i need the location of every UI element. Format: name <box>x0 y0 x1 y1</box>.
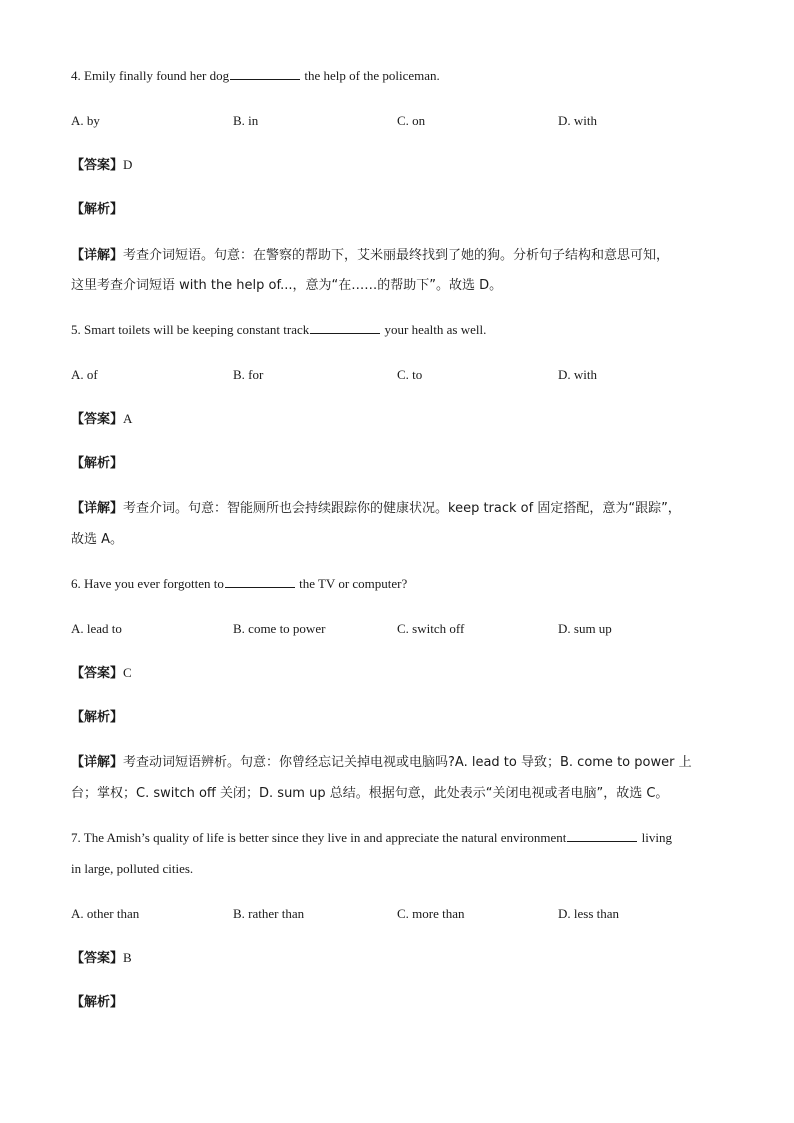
option-a: A. lead to <box>71 621 122 636</box>
analysis-heading <box>71 709 123 726</box>
detail-line-1 <box>71 754 692 771</box>
detail-line-2: 故选 A。 <box>71 532 124 547</box>
detail-text: 考查介词短语。句意：在警察的帮助下，艾米丽最终找到了她的狗。分析句子结构和意思可知， <box>123 248 670 263</box>
option-d: D. with <box>558 113 597 128</box>
question-7-stem <box>71 830 672 846</box>
stem-text: living <box>638 830 673 845</box>
detail-line-1 <box>71 247 669 264</box>
detail-tag: 【详解】 <box>71 755 124 770</box>
detail-text: 考查介词。句意：智能厕所也会持续跟踪你的健康状况。keep track of 固定搭配，意为“跟踪”， <box>123 501 681 516</box>
stem-text: your health as well. <box>381 322 487 337</box>
analysis-heading <box>71 455 123 472</box>
detail-tag: 【详解】 <box>71 501 124 516</box>
detail-tag: 【详解】 <box>71 248 124 263</box>
option-b: B. for <box>233 367 264 382</box>
answer-line <box>71 665 132 682</box>
analysis-tag: 【解析】 <box>71 710 124 725</box>
option-d: D. with <box>558 367 597 382</box>
analysis-heading <box>71 994 123 1011</box>
question-6-stem <box>71 576 407 592</box>
option-a: A. by <box>71 113 100 128</box>
detail-text: 考查动词短语辨析。句意：你曾经忘记关掉电视或电脑吗?A. lead to 导致；B. come to power 上 <box>123 755 692 770</box>
stem-text: 6. Have you ever forgotten to <box>71 576 224 591</box>
answer-value: D <box>123 157 133 172</box>
answer-line <box>71 950 132 967</box>
option-c: C. to <box>397 367 423 382</box>
answer-line <box>71 157 132 174</box>
analysis-tag: 【解析】 <box>71 456 124 471</box>
answer-tag: 【答案】 <box>71 412 124 427</box>
stem-text: 5. Smart toilets will be keeping constant track <box>71 322 310 337</box>
analysis-tag: 【解析】 <box>71 995 124 1010</box>
option-c: C. switch off <box>397 621 465 636</box>
answer-tag: 【答案】 <box>71 158 124 173</box>
answer-line <box>71 411 132 428</box>
answer-blank <box>225 576 295 588</box>
answer-value: B <box>123 950 132 965</box>
option-a: A. of <box>71 367 98 382</box>
detail-line-2: 台；掌权；C. switch off 关闭；D. sum up 总结。根据句意，此处表示“关闭电视或者电脑”，故选 C。 <box>71 786 669 801</box>
question-4-stem <box>71 68 440 84</box>
option-d: D. less than <box>558 906 620 921</box>
question-7-stem-line-2: in large, polluted cities. <box>71 861 194 876</box>
answer-blank <box>310 322 380 334</box>
option-b: B. come to power <box>233 621 326 636</box>
analysis-heading <box>71 201 123 218</box>
answer-value: C <box>123 665 132 680</box>
stem-text: 7. The Amish’s quality of life is better since they live in and appreciate the natural environment <box>71 830 567 845</box>
detail-line-2: 这里考查介词短语 with the help of...，意为“在……的帮助下”。故选 D。 <box>71 278 503 293</box>
option-a: A. other than <box>71 906 140 921</box>
answer-tag: 【答案】 <box>71 951 124 966</box>
stem-text: the help of the policeman. <box>301 68 440 83</box>
option-b: B. rather than <box>233 906 305 921</box>
answer-blank <box>567 830 637 842</box>
answer-tag: 【答案】 <box>71 666 124 681</box>
stem-text: the TV or computer? <box>295 576 408 591</box>
detail-line-1 <box>71 500 681 517</box>
option-b: B. in <box>233 113 259 128</box>
option-d: D. sum up <box>558 621 612 636</box>
question-5-stem <box>71 322 486 338</box>
answer-value: A <box>123 411 133 426</box>
option-c: C. more than <box>397 906 465 921</box>
option-c: C. on <box>397 113 426 128</box>
analysis-tag: 【解析】 <box>71 202 124 217</box>
stem-text: 4. Emily finally found her dog <box>71 68 230 83</box>
answer-blank <box>230 68 300 80</box>
